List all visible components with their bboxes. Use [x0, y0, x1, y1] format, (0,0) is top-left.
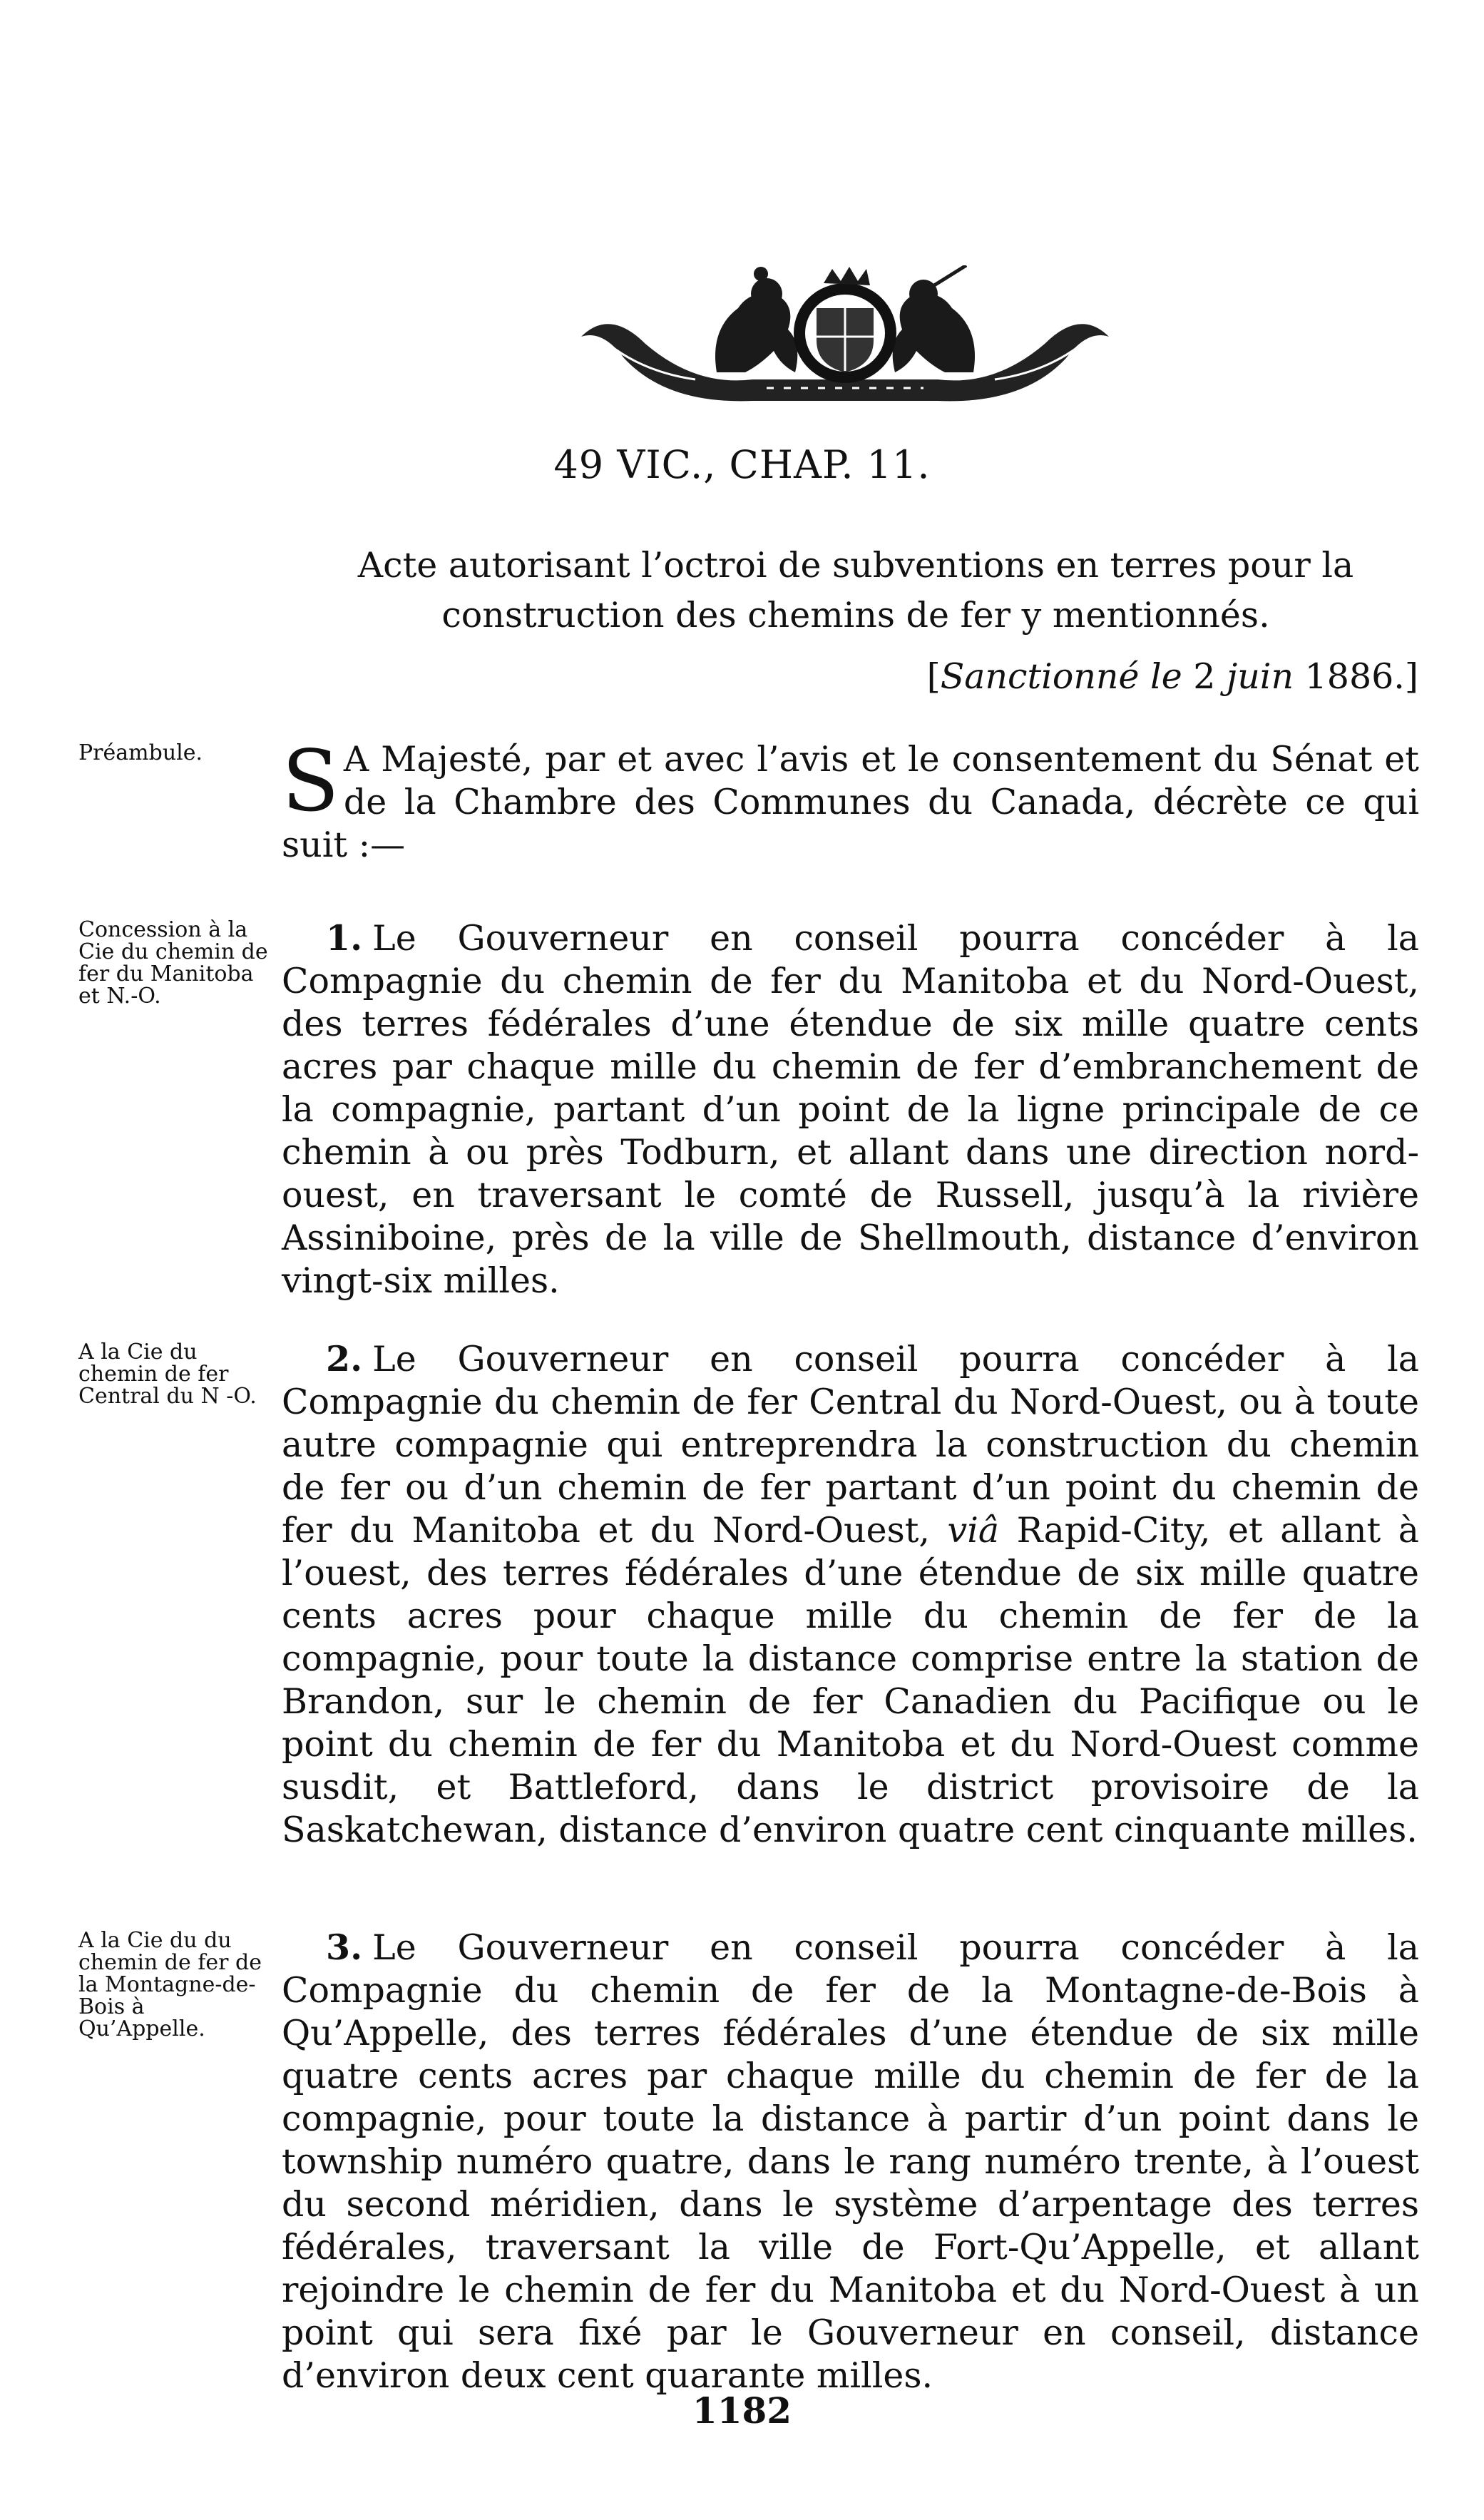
section-text-part-1: Le Gouverneur en conseil pourra concéder à la Compagnie du chemin de fer Central du Nord-Ouest, ou à toute autre compagnie qui entreprendra la construction du chemin de fer ou d’un chemin de fer partant d’un point du chemin de fer du Manitoba et du Nord-Ouest,	[282, 1339, 1419, 1551]
preamble-text: A Majesté, par et avec l’avis et le consentement du Sénat et de la Chambre des Communes du Canada, décrète ce qui suit :—	[282, 739, 1419, 865]
margin-note-section-2: A la Cie du chemin de fer Central du N -O.	[78, 1340, 257, 1409]
margin-note-preamble: Préambule.	[78, 740, 203, 765]
sanction-open-bracket: [	[926, 656, 941, 697]
section-number: 3.	[326, 1927, 363, 1968]
page-number: 1182	[692, 2389, 792, 2432]
section-3-paragraph	[282, 1926, 1419, 2397]
sanction-date	[927, 656, 1418, 697]
royal-coat-of-arms-icon	[567, 265, 1123, 408]
preamble-paragraph	[282, 732, 1419, 867]
chapter-title: 49 VIC., CHAP. 11.	[553, 442, 931, 487]
act-title: Acte autorisant l’octroi de subventions en terres pour la construction des chemins de fer y mentionnés.	[357, 545, 1354, 636]
section-1-paragraph	[282, 917, 1419, 1302]
margin-note-section-1: Concession à la Cie du chemin de fer du Manitoba et N.-O.	[78, 917, 268, 1009]
section-number: 1.	[326, 917, 363, 959]
drop-cap: S	[282, 732, 339, 830]
section-2-paragraph	[282, 1337, 1419, 1852]
sanction-label: Sanctionné le	[940, 656, 1182, 697]
sanction-month: juin	[1227, 656, 1294, 697]
section-text: Le Gouverneur en conseil pourra concéder à la Compagnie du chemin de fer de la Montagne-de-Bois à Qu’Appelle, des terres fédérales d’une étendue de six mille quatre cents acres par chaque mille du chemin de fer de la compagnie, pour toute la distance à partir d’un point dans le township numéro quatre, dans le rang numéro trente, à l’ouest du second méridien, dans le système d’arpentage des terres fédérales, traversant la ville de Fort-Qu’Appelle, et allant rejoindre le chemin de fer du Manitoba et du Nord-Ouest à un point qui sera fixé par le Gouverneur en conseil, distance d’environ deux cent quarante milles.	[282, 1927, 1419, 2396]
sanction-day: 2	[1182, 656, 1227, 697]
section-number: 2.	[326, 1338, 363, 1379]
margin-note-section-3: A la Cie du du chemin de fer de la Montagne-de-Bois à Qu’Appelle.	[78, 1928, 262, 2041]
sanction-year: 1886.]	[1294, 656, 1418, 697]
section-text: Le Gouverneur en conseil pourra concéder à la Compagnie du chemin de fer du Manitoba et du Nord-Ouest, des terres fédérales d’une étendue de six mille quatre cents acres par chaque mille du chemin de fer d’embranchement de la compagnie, partant d’un point de la ligne principale de ce chemin à ou près Todburn, et allant dans une direction nord-ouest, en traversant le comté de Russell, jusqu’à la rivière Assiniboine, près de la ville de Shellmouth, distance d’environ vingt-six milles.	[282, 918, 1419, 1301]
section-text-italic: viâ	[947, 1510, 1000, 1551]
section-text-part-2: Rapid-City, et allant à l’ouest, des terres fédérales d’une étendue de six mille quatre cents acres pour chaque mille du chemin de fer de la compagnie, pour toute la distance comprise entre la station de Brandon, sur le chemin de fer Canadien du Pacifique ou le point du chemin de fer du Manitoba et du Nord-Ouest comme susdit, et Battleford, dans le district provisoire de la Saskatchewan, distance d’environ quatre cent cinquante milles.	[282, 1510, 1419, 1850]
